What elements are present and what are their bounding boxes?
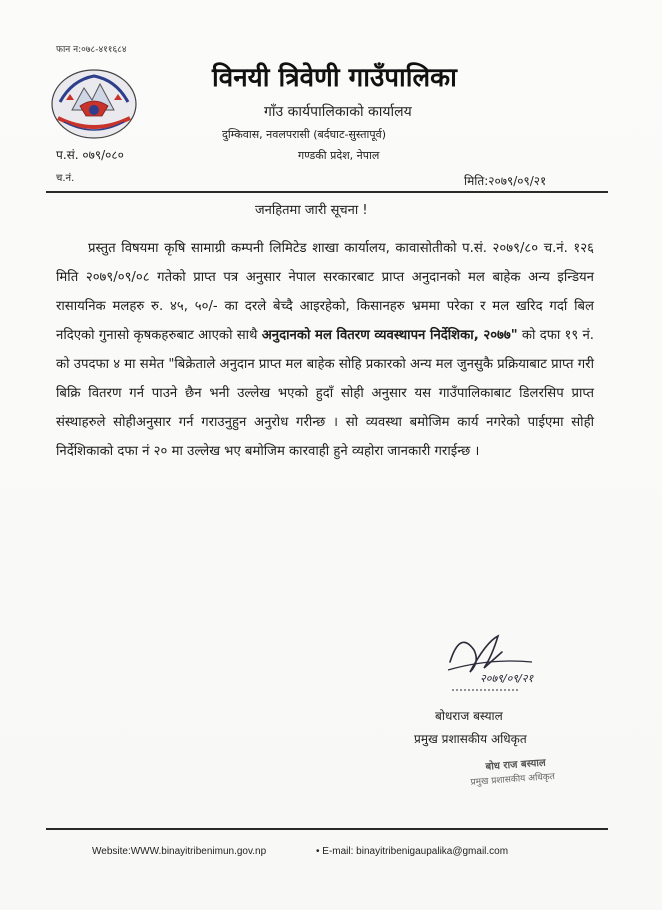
body-text-part1: प्रस्तुत विषयमा कृषि सामाग्री कम्पनी लिमिटेड शाखा कार्यालय, कावासोतीको प.सं. २०७९/८० च.नं. १२६ मिति २०७९/०९/०८ गतेको प्राप्त पत्र अनुसार नेपाल सरकारबाट प्राप्त अनुदानको मल बाहेक अन्य इन्डियन रासायनिक मलहरु रु. ४५, ५०/- का दरले बेच्दै आइरहेको, किसानहरु भ्रममा परेका र मल खरिद गर्दा बिल नदिएको गुनासो कृषकहरुबाट आएको साथै (56, 241, 594, 343)
signatory-name: बोधराज बस्याल (435, 709, 503, 723)
letter-date: मिति:२०७९/०९/२१ (464, 174, 547, 188)
body-text-bold: अनुदानको मल वितरण व्यवस्थापन निर्देशिका, २०७७" (261, 328, 518, 343)
stamp-name: बोध राज बस्याल (485, 757, 547, 773)
org-name: विनयी त्रिवेणी गाउँपालिका (212, 63, 457, 93)
notice-title: जनहितमा जारी सूचना ! (255, 203, 368, 218)
header-divider (46, 191, 608, 193)
phone-number: फान न:०७८-४११६८४ (56, 45, 127, 55)
office-address: दुम्किवास, नवलपरासी (बर्दघाट-सुस्तापूर्व) (222, 128, 386, 141)
signature-date: २०७९/०९/२१ (480, 672, 534, 685)
dispatch-number: च.नं. (56, 173, 75, 184)
stamp-title: प्रमुख प्रशासकीय अधिकृत (470, 772, 556, 788)
body-text-part2: को दफा १९ नं. को उपदफा ४ मा समेत "बिक्रेताले अनुदान प्राप्त मल बाहेक सोहि प्रकारको अन्य मल जुनसुकै प्रक्रियाबाट प्राप्त गरी बिक्रि वितरण गर्न पाउने छैन भनी उल्लेख भएको हुदाँ सोही अनुसार यस गाउँपालिकाबाट डिलरसिप प्राप्त संस्थाहरुले सोहीअनुसार गर्न गराउनुहुन अनुरोध गरीन्छ । सो व्यवस्था बमोजिम कार्य नगरेको पाईएमा सोही निर्देशिकाको दफा नं २० मा उल्लेख भए बमोजिम कारवाही हुने व्यहोरा जानकारी गराईन्छ । (56, 328, 595, 459)
notice-body (56, 234, 594, 466)
handwritten-signature (440, 622, 560, 696)
office-name: गाँउ कार्यपालिकाको कार्यालय (264, 104, 412, 120)
signatory-title: प्रमुख प्रशासकीय अधिकृत (414, 732, 527, 746)
office-province: गण्डकी प्रदेश, नेपाल (298, 149, 380, 162)
nepal-emblem-logo (50, 66, 138, 140)
official-stamp (469, 752, 583, 792)
email-link[interactable]: • E-mail: binayitribenigaupalika@gmail.com (316, 846, 509, 857)
website-link[interactable]: Website:WWW.binayitribenimun.gov.np (92, 846, 267, 857)
reference-number: प.सं. ०७९/०८० (56, 148, 124, 162)
footer-divider (46, 828, 608, 830)
